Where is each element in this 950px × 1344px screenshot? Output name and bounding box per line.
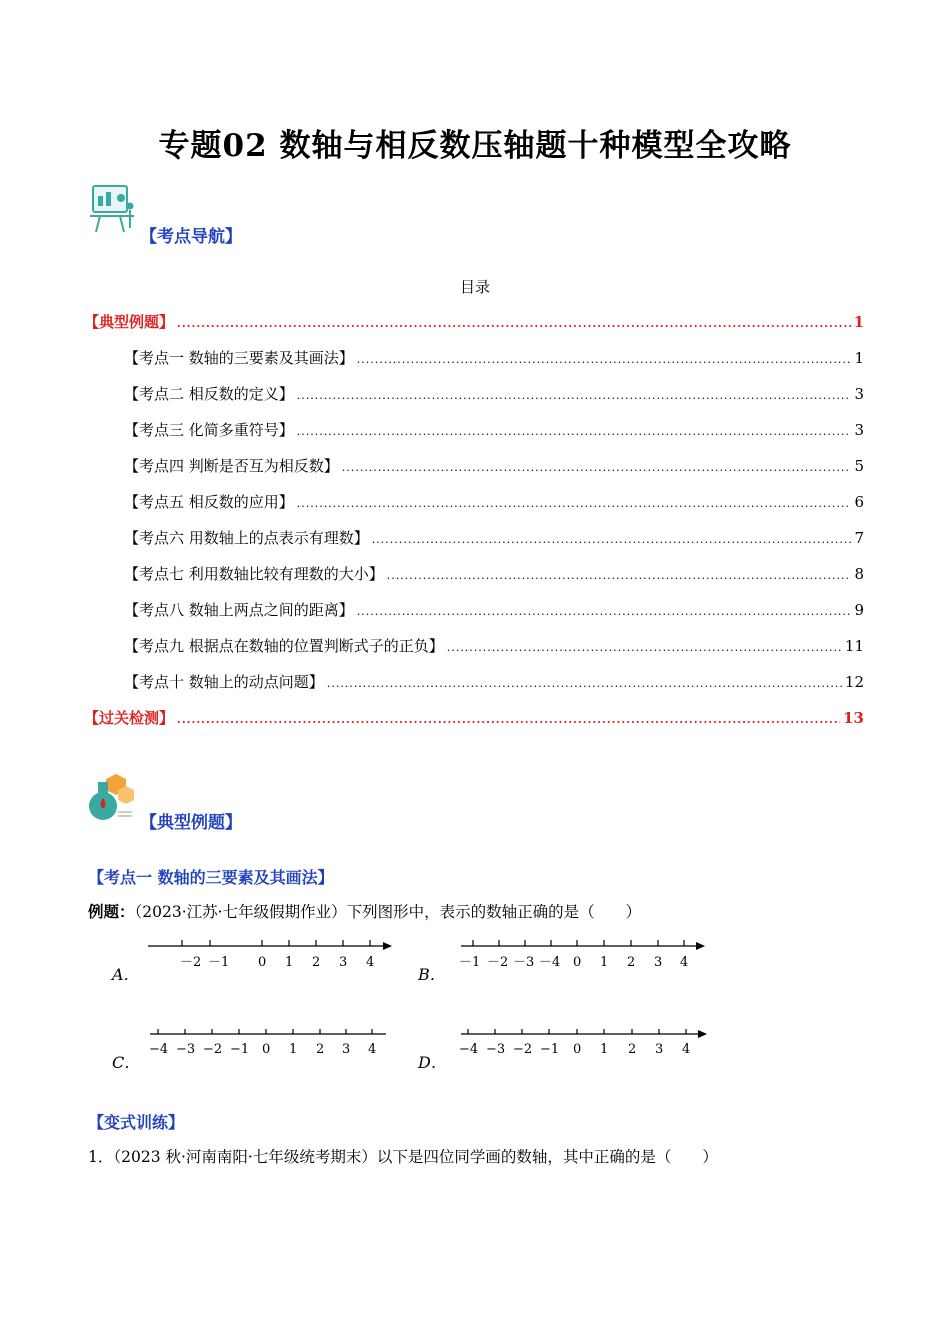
tick-label: −4 [149,1042,169,1057]
tick-label: 3 [654,955,663,970]
tick-label: 4 [368,1042,377,1057]
tick-label: 3 [342,1042,351,1057]
point1-heading: 【考点一 数轴的三要素及其画法】 [88,868,334,887]
toc-item[interactable]: 【考点七 利用数轴比较有理数的大小】 ..... 8 [124,563,864,585]
tick-label: 3 [655,1042,664,1057]
tick-label: −2 [513,1042,533,1057]
tick-label: 4 [680,955,689,970]
tick-label: －2 [180,955,202,970]
tick-label: －3 [513,955,535,970]
example-text: （2023·江苏·七年级假期作业）下列图形中，表示的数轴正确的是（ ） [134,903,642,921]
question-1 [88,1145,718,1167]
tick-label: 0 [573,1042,582,1057]
example-prefix: 例题： [88,902,135,921]
toc-item[interactable]: 【考点三 化简多重符号】 ..... 3 [124,419,864,441]
tick-label: 2 [627,955,636,970]
toc-item[interactable]: 【考点二 相反数的定义】 ..... 3 [124,383,864,405]
toc-title: 目录 [459,278,490,296]
option-c-label[interactable]: C． [112,1053,141,1072]
tick-label: 1 [285,955,294,970]
toc-item-examples[interactable]: 【典型例题】 ..... 1 [84,311,864,333]
toc-item[interactable]: 【考点五 相反数的应用】 ..... 6 [124,491,864,513]
toc [84,311,864,729]
tick-label: 0 [262,1042,271,1057]
page-title: 专题02 数轴与相反数压轴题十种模型全攻略 [158,128,792,164]
tick-label: 2 [628,1042,637,1057]
toc-item[interactable]: 【考点四 判断是否互为相反数】 ..... 5 [124,455,864,477]
tick-label: 0 [258,955,267,970]
option-b-label[interactable]: B． [418,965,446,984]
toc-item[interactable]: 【考点十 数轴上的动点问题】 ..... 12 [124,671,864,693]
tick-label: −1 [540,1042,560,1057]
tick-label: −4 [459,1042,479,1057]
toc-item[interactable]: 【考点九 根据点在数轴的位置判断式子的正负】 ..... 11 [124,635,864,657]
tick-label: －4 [539,955,561,970]
examples-heading: 【典型例题】 [140,813,242,833]
tick-label: 1 [289,1042,298,1057]
tick-label: −3 [176,1042,196,1057]
tick-label: 2 [312,955,321,970]
toc-item[interactable]: 【考点一 数轴的三要素及其画法】 ..... 1 [124,347,864,369]
number-line-b [455,936,715,976]
teaching-board-icon [88,182,138,238]
tick-label: 0 [573,955,582,970]
tick-label: 1 [600,955,609,970]
variant-heading: 【变式训练】 [88,1113,185,1132]
tick-label: －1 [459,955,481,970]
tick-label: −2 [203,1042,223,1057]
nav-heading: 【考点导航】 [140,227,242,247]
tick-label: −1 [230,1042,250,1057]
tick-label: 1 [600,1042,609,1057]
number-line-a [140,936,400,976]
question-number: 1． [88,1148,114,1166]
toc-item[interactable]: 【考点六 用数轴上的点表示有理数】 ..... 7 [124,527,864,549]
tick-label: －2 [487,955,509,970]
tick-label: −3 [486,1042,506,1057]
tick-label: 4 [366,955,375,970]
toc-item-checkpoint[interactable]: 【过关检测】 ..... 13 [84,707,864,729]
tick-label: 2 [316,1042,325,1057]
example-question [88,900,641,922]
option-d-label[interactable]: D． [418,1053,447,1072]
flask-icon [88,772,136,824]
toc-item[interactable]: 【考点八 数轴上两点之间的距离】 ..... 9 [124,599,864,621]
question-text: （2023 秋·河南南阳·七年级统考期末）以下是四位同学画的数轴，其中正确的是（ ） [113,1148,718,1166]
tick-label: 4 [682,1042,691,1057]
number-line-c [140,1026,400,1066]
tick-label: 3 [339,955,348,970]
option-a-label[interactable]: A． [112,965,140,984]
number-line-d [455,1026,715,1066]
tick-label: －1 [208,955,230,970]
